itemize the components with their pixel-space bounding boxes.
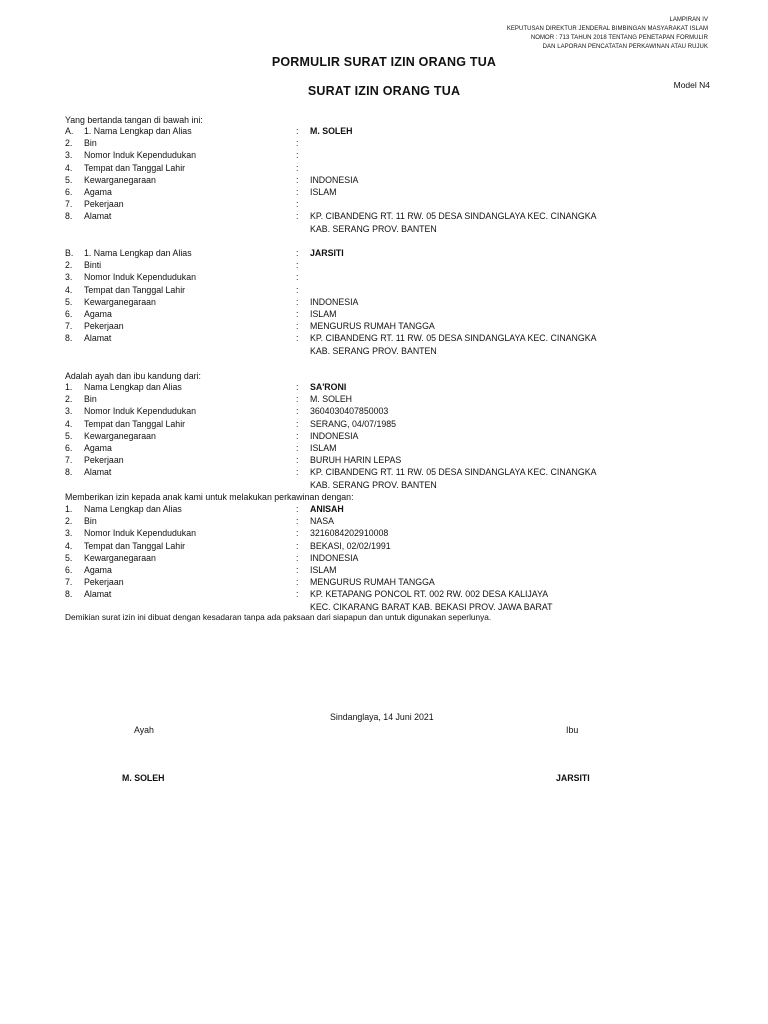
form-row [0, 198, 768, 210]
row-number: 5. [65, 430, 73, 441]
row-number: 1. [65, 382, 73, 392]
row-number: 2. [65, 260, 73, 271]
form-row [0, 210, 768, 222]
field-separator: : [296, 333, 299, 344]
form-row [0, 125, 768, 137]
field-label: Tempat dan Tanggal Lahir [84, 284, 186, 295]
row-number: 7. [65, 321, 73, 332]
field-value: KAB. SERANG PROV. BANTEN [310, 223, 437, 234]
form-row-continuation [0, 601, 768, 613]
field-separator: : [296, 260, 299, 271]
field-value: BURUH HARIN LEPAS [310, 455, 402, 466]
form-row [0, 430, 768, 442]
field-label: Pekerjaan [84, 455, 124, 466]
field-separator: : [296, 126, 299, 136]
field-value: ANISAH [310, 504, 344, 514]
row-number: 6. [65, 443, 73, 453]
form-row [0, 564, 768, 576]
form-row [0, 332, 768, 344]
field-value: 3604030407850003 [310, 406, 389, 417]
father-signature-name: M. SOLEH [122, 773, 165, 783]
form-row [0, 174, 768, 186]
field-separator: : [296, 272, 299, 283]
form-row [0, 405, 768, 417]
row-number: 6. [65, 187, 73, 197]
form-row [0, 162, 768, 174]
field-separator: : [296, 174, 299, 185]
row-number: 3. [65, 150, 73, 161]
form-row [0, 259, 768, 271]
form-row [0, 186, 768, 198]
row-number: 2. [65, 138, 73, 149]
field-label: Bin [84, 516, 97, 527]
form-row [0, 247, 768, 259]
row-number: 5. [65, 174, 73, 185]
field-value: ISLAM [310, 565, 337, 575]
form-row [0, 149, 768, 161]
field-label: 1. Nama Lengkap dan Alias [84, 126, 192, 136]
field-value: ISLAM [310, 187, 337, 197]
header-nomor: NOMOR : 713 TAHUN 2018 TENTANG PENETAPAN FORMULIR [530, 35, 708, 41]
field-separator: : [296, 284, 299, 295]
field-value: KP. KETAPANG PONCOL RT. 002 RW. 002 DESA KALIJAYA [310, 589, 549, 600]
form-row [0, 381, 768, 393]
row-number: B. [65, 248, 74, 258]
row-number: A. [65, 126, 74, 136]
mother-signature-label: Ibu [566, 725, 579, 735]
field-separator: : [296, 321, 299, 332]
field-label: Kewarganegaraan [84, 174, 156, 185]
field-value: SERANG, 04/07/1985 [310, 418, 397, 429]
field-value: KAB. SERANG PROV. BANTEN [310, 345, 437, 356]
field-separator: : [296, 540, 299, 551]
field-value: KP. CIBANDENG RT. 11 RW. 05 DESA SINDANGLAYA KEC. CINANGKA [310, 333, 597, 344]
form-row-continuation [0, 223, 768, 235]
field-label: Tempat dan Tanggal Lahir [84, 418, 186, 429]
field-label: Kewarganegaraan [84, 296, 156, 307]
form-row [0, 418, 768, 430]
field-value: INDONESIA [310, 174, 359, 185]
intro-text: Yang bertanda tangan di bawah ini: [65, 115, 203, 125]
form-row [0, 137, 768, 149]
form-row [0, 527, 768, 539]
field-label: Agama [84, 309, 112, 319]
field-value: NASA [310, 516, 334, 527]
field-separator: : [296, 187, 299, 197]
field-value: KP. CIBANDENG RT. 11 RW. 05 DESA SINDANGLAYA KEC. CINANGKA [310, 467, 597, 478]
field-value: MENGURUS RUMAH TANGGA [310, 577, 435, 588]
form-row-continuation [0, 345, 768, 357]
field-separator: : [296, 394, 299, 405]
row-number: 8. [65, 467, 73, 478]
field-separator: : [296, 430, 299, 441]
field-separator: : [296, 162, 299, 173]
row-number: 7. [65, 577, 73, 588]
row-number: 5. [65, 296, 73, 307]
field-separator: : [296, 150, 299, 161]
field-separator: : [296, 528, 299, 539]
form-row [0, 466, 768, 478]
field-label: Nama Lengkap dan Alias [84, 504, 182, 514]
row-number: 6. [65, 309, 73, 319]
partner-intro-text: Memberikan izin kepada anak kami untuk melakukan perkawinan dengan: [65, 492, 354, 502]
row-number: 6. [65, 565, 73, 575]
field-separator: : [296, 199, 299, 210]
field-separator: : [296, 418, 299, 429]
field-label: Alamat [84, 467, 112, 478]
field-separator: : [296, 565, 299, 575]
field-value: KP. CIBANDENG RT. 11 RW. 05 DESA SINDANGLAYA KEC. CINANGKA [310, 211, 597, 222]
row-number: 1. [65, 504, 73, 514]
field-label: Binti [84, 260, 102, 271]
form-row [0, 442, 768, 454]
form-row [0, 503, 768, 515]
row-number: 3. [65, 528, 73, 539]
field-label: Kewarganegaraan [84, 552, 156, 563]
field-label: Pekerjaan [84, 199, 124, 210]
form-row [0, 308, 768, 320]
form-row [0, 320, 768, 332]
field-separator: : [296, 504, 299, 514]
field-label: Agama [84, 187, 112, 197]
field-label: Tempat dan Tanggal Lahir [84, 540, 186, 551]
field-value: INDONESIA [310, 552, 359, 563]
row-number: 8. [65, 589, 73, 600]
field-separator: : [296, 296, 299, 307]
field-value: KEC. CIKARANG BARAT KAB. BEKASI PROV. JAWA BARAT [310, 601, 553, 612]
field-separator: : [296, 516, 299, 527]
row-number: 7. [65, 455, 73, 466]
field-label: Pekerjaan [84, 577, 124, 588]
row-number: 7. [65, 199, 73, 210]
child-intro-text: Adalah ayah dan ibu kandung dari: [65, 371, 201, 381]
row-number: 3. [65, 272, 73, 283]
father-signature-label: Ayah [134, 725, 154, 735]
field-value: KAB. SERANG PROV. BANTEN [310, 479, 437, 490]
field-label: Pekerjaan [84, 321, 124, 332]
field-value: MENGURUS RUMAH TANGGA [310, 321, 435, 332]
row-number: 4. [65, 284, 73, 295]
field-value: JARSITI [310, 248, 344, 258]
field-label: Kewarganegaraan [84, 430, 156, 441]
field-separator: : [296, 589, 299, 600]
row-number: 4. [65, 540, 73, 551]
field-separator: : [296, 467, 299, 478]
row-number: 2. [65, 516, 73, 527]
field-label: 1. Nama Lengkap dan Alias [84, 248, 192, 258]
field-value: ISLAM [310, 443, 337, 453]
row-number: 3. [65, 406, 73, 417]
form-row [0, 454, 768, 466]
field-separator: : [296, 248, 299, 258]
form-row [0, 284, 768, 296]
form-row [0, 552, 768, 564]
field-label: Nomor Induk Kependudukan [84, 272, 196, 283]
field-label: Agama [84, 565, 112, 575]
field-value: BEKASI, 02/02/1991 [310, 540, 391, 551]
row-number: 2. [65, 394, 73, 405]
field-separator: : [296, 382, 299, 392]
form-row [0, 296, 768, 308]
form-row [0, 271, 768, 283]
field-value: 3216084202910008 [310, 528, 389, 539]
form-row [0, 576, 768, 588]
row-number: 5. [65, 552, 73, 563]
field-separator: : [296, 309, 299, 319]
field-label: Alamat [84, 211, 112, 222]
mother-signature-name: JARSITI [556, 773, 590, 783]
row-number: 8. [65, 211, 73, 222]
field-separator: : [296, 211, 299, 222]
row-number: 4. [65, 162, 73, 173]
field-value: SA'RONI [310, 382, 347, 392]
field-label: Alamat [84, 333, 112, 344]
form-row [0, 540, 768, 552]
field-value: INDONESIA [310, 430, 359, 441]
field-separator: : [296, 552, 299, 563]
field-label: Tempat dan Tanggal Lahir [84, 162, 186, 173]
header-lampiran: LAMPIRAN IV [669, 17, 708, 23]
form-row [0, 588, 768, 600]
model-code: Model N4 [673, 80, 710, 90]
field-label: Nomor Induk Kependudukan [84, 406, 196, 417]
form-row [0, 393, 768, 405]
row-number: 8. [65, 333, 73, 344]
field-label: Nama Lengkap dan Alias [84, 382, 182, 392]
form-row-continuation [0, 479, 768, 491]
field-label: Alamat [84, 589, 112, 600]
field-separator: : [296, 455, 299, 466]
field-label: Bin [84, 394, 97, 405]
field-separator: : [296, 577, 299, 588]
field-value: ISLAM [310, 309, 337, 319]
field-label: Nomor Induk Kependudukan [84, 150, 196, 161]
row-number: 4. [65, 418, 73, 429]
field-separator: : [296, 443, 299, 453]
field-value: M. SOLEH [310, 126, 353, 136]
header-keputusan: KEPUTUSAN DIREKTUR JENDERAL BIMBINGAN MASYARAKAT ISLAM [506, 26, 708, 32]
form-title: PORMULIR SURAT IZIN ORANG TUA [271, 55, 497, 69]
field-value: INDONESIA [310, 296, 359, 307]
letter-title: SURAT IZIN ORANG TUA [307, 84, 461, 98]
field-label: Bin [84, 138, 97, 149]
form-row [0, 515, 768, 527]
header-laporan: DAN LAPORAN PENCATATAN PERKAWINAN ATAU RUJUK [542, 44, 708, 50]
field-separator: : [296, 138, 299, 149]
field-value: M. SOLEH [310, 394, 353, 405]
signature-place-date: Sindanglaya, 14 Juni 2021 [330, 712, 434, 722]
field-label: Agama [84, 443, 112, 453]
closing-statement: Demikian surat izin ini dibuat dengan kesadaran tanpa ada paksaan dari siapapun dan untuk digunakan seperlunya. [65, 612, 492, 622]
field-separator: : [296, 406, 299, 417]
field-label: Nomor Induk Kependudukan [84, 528, 196, 539]
